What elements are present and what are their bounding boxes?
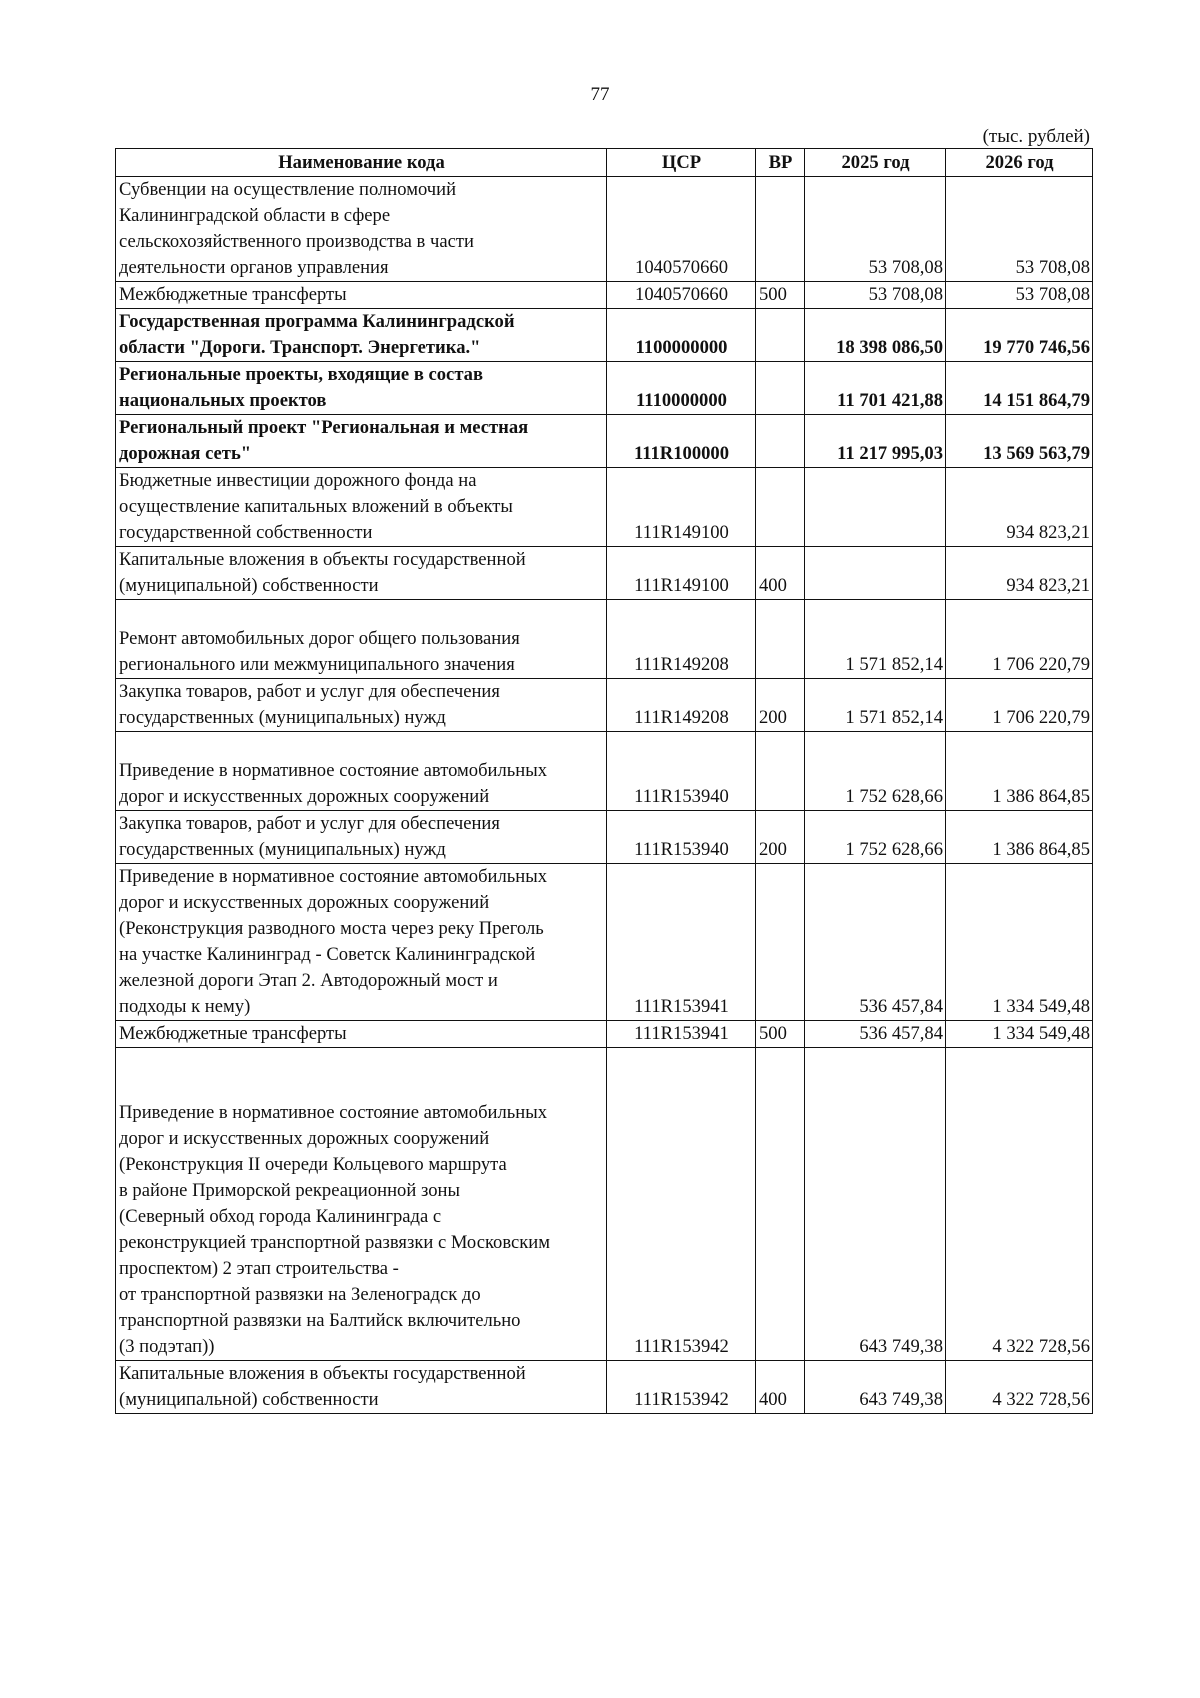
- row-name-text: Приведение в нормативное состояние автомобильных дорог и искусственных дорожных сооружений (Реконструкция разводного моста через реку Преголь на участке Калининград - Советск Калининградской железной дороги Этап 2. Автодорожный мост и подходы к нему): [119, 866, 548, 1017]
- cell-2025: [805, 547, 946, 600]
- cell-2026: 1 706 220,79: [946, 679, 1093, 732]
- cell-2025: 11 217 995,03: [805, 415, 946, 468]
- header-csr: ЦСР: [607, 149, 756, 177]
- cell-name: [116, 864, 607, 1021]
- cell-2025: 643 749,38: [805, 1361, 946, 1414]
- cell-name: [116, 282, 607, 309]
- row-name-text: Межбюджетные трансферты: [119, 284, 347, 305]
- table-row: [116, 468, 1093, 547]
- cell-csr: 111R149100: [607, 468, 756, 547]
- row-name-text: Региональные проекты, входящие в состав национальных проектов: [119, 364, 484, 411]
- table-row: [116, 1021, 1093, 1048]
- cell-2025: 536 457,84: [805, 1021, 946, 1048]
- row-name-text: Субвенции на осуществление полномочий Калининградской области в сфере сельскохозяйственного производства в части деятельности органов управления: [119, 179, 474, 278]
- table-row: [116, 732, 1093, 811]
- cell-2025: 1 752 628,66: [805, 732, 946, 811]
- table-body: [116, 177, 1093, 1414]
- cell-vr: [756, 732, 805, 811]
- cell-vr: [756, 468, 805, 547]
- row-name-text: Закупка товаров, работ и услуг для обеспечения государственных (муниципальных) нужд: [119, 813, 500, 860]
- cell-csr: 1040570660: [607, 282, 756, 309]
- cell-2025: 1 752 628,66: [805, 811, 946, 864]
- row-name-text: Государственная программа Калининградской области "Дороги. Транспорт. Энергетика.": [119, 311, 515, 358]
- cell-csr: 111R153941: [607, 864, 756, 1021]
- cell-name: [116, 679, 607, 732]
- table-row: [116, 177, 1093, 282]
- cell-2026: 4 322 728,56: [946, 1361, 1093, 1414]
- cell-2025: 1 571 852,14: [805, 600, 946, 679]
- cell-name: [116, 811, 607, 864]
- cell-vr: [756, 864, 805, 1021]
- table-row: [116, 415, 1093, 468]
- cell-2025: 11 701 421,88: [805, 362, 946, 415]
- cell-2026: 13 569 563,79: [946, 415, 1093, 468]
- cell-vr: 500: [756, 1021, 805, 1048]
- cell-csr: 111R153940: [607, 732, 756, 811]
- cell-name: [116, 1021, 607, 1048]
- header-vr: ВР: [756, 149, 805, 177]
- cell-2026: 19 770 746,56: [946, 309, 1093, 362]
- cell-csr: 111R149100: [607, 547, 756, 600]
- cell-vr: 200: [756, 811, 805, 864]
- cell-2025: 18 398 086,50: [805, 309, 946, 362]
- cell-name: [116, 468, 607, 547]
- cell-vr: [756, 362, 805, 415]
- cell-2026: 1 706 220,79: [946, 600, 1093, 679]
- cell-2025: [805, 468, 946, 547]
- cell-2025: 1 571 852,14: [805, 679, 946, 732]
- cell-2025: 643 749,38: [805, 1048, 946, 1361]
- cell-name: [116, 1048, 607, 1361]
- cell-name: [116, 309, 607, 362]
- cell-vr: 200: [756, 679, 805, 732]
- cell-2026: 1 386 864,85: [946, 732, 1093, 811]
- table-row: [116, 1048, 1093, 1361]
- table-row: [116, 811, 1093, 864]
- cell-2026: 14 151 864,79: [946, 362, 1093, 415]
- cell-vr: 500: [756, 282, 805, 309]
- row-name-text: Капитальные вложения в объекты государственной (муниципальной) собственности: [119, 1363, 526, 1410]
- cell-csr: 111R153940: [607, 811, 756, 864]
- cell-2025: 53 708,08: [805, 282, 946, 309]
- row-name-text: Закупка товаров, работ и услуг для обеспечения государственных (муниципальных) нужд: [119, 681, 500, 728]
- cell-csr: 111R153941: [607, 1021, 756, 1048]
- cell-name: [116, 1361, 607, 1414]
- cell-name: [116, 177, 607, 282]
- row-name-text: Региональный проект "Региональная и местная дорожная сеть": [119, 417, 529, 464]
- page-number: 77: [590, 84, 610, 105]
- cell-2026: 934 823,21: [946, 547, 1093, 600]
- header-2025: 2025 год: [805, 149, 946, 177]
- cell-2026: 1 386 864,85: [946, 811, 1093, 864]
- cell-csr: 111R149208: [607, 679, 756, 732]
- cell-name: [116, 415, 607, 468]
- table-row: [116, 282, 1093, 309]
- cell-2026: 934 823,21: [946, 468, 1093, 547]
- cell-name: [116, 362, 607, 415]
- cell-vr: [756, 177, 805, 282]
- cell-vr: [756, 415, 805, 468]
- cell-2026: 1 334 549,48: [946, 1021, 1093, 1048]
- cell-csr: 111R149208: [607, 600, 756, 679]
- header-row: [116, 149, 1093, 177]
- table-row: [116, 547, 1093, 600]
- cell-vr: [756, 309, 805, 362]
- row-name-text: Межбюджетные трансферты: [119, 1023, 347, 1044]
- cell-csr: 1040570660: [607, 177, 756, 282]
- cell-vr: [756, 1048, 805, 1361]
- table-row: [116, 1361, 1093, 1414]
- cell-name: [116, 547, 607, 600]
- cell-csr: 111R153942: [607, 1048, 756, 1361]
- cell-2026: 1 334 549,48: [946, 864, 1093, 1021]
- units-note: (тыс. рублей): [982, 126, 1090, 147]
- row-name-text: Капитальные вложения в объекты государственной (муниципальной) собственности: [119, 549, 526, 596]
- table-row: [116, 309, 1093, 362]
- row-name-text: Бюджетные инвестиции дорожного фонда на осуществление капитальных вложений в объекты государственной собственности: [119, 470, 513, 543]
- cell-vr: [756, 600, 805, 679]
- cell-csr: 111R100000: [607, 415, 756, 468]
- row-name-text: Ремонт автомобильных дорог общего пользования регионального или межмуниципального значения: [119, 628, 520, 675]
- table-row: [116, 864, 1093, 1021]
- cell-2025: 53 708,08: [805, 177, 946, 282]
- cell-csr: 111R153942: [607, 1361, 756, 1414]
- cell-csr: 1110000000: [607, 362, 756, 415]
- cell-name: [116, 600, 607, 679]
- cell-2025: 536 457,84: [805, 864, 946, 1021]
- cell-name: [116, 732, 607, 811]
- header-name: Наименование кода: [116, 149, 607, 177]
- table-row: [116, 679, 1093, 732]
- cell-2026: 4 322 728,56: [946, 1048, 1093, 1361]
- row-name-text: Приведение в нормативное состояние автомобильных дорог и искусственных дорожных сооружений (Реконструкция II очереди Кольцевого маршрута в районе Приморской рекреационной зоны (Северный обход города Калининграда с реконструкцией транспортной развязки с Московским проспектом) 2 этап строительства - от транспортной развязки на Зеленоградск до транспортной развязки на Балтийск включительно (3 подэтап)): [119, 1102, 551, 1357]
- cell-2026: 53 708,08: [946, 282, 1093, 309]
- table-row: [116, 600, 1093, 679]
- cell-2026: 53 708,08: [946, 177, 1093, 282]
- row-name-text: Приведение в нормативное состояние автомобильных дорог и искусственных дорожных сооружений: [119, 760, 548, 807]
- cell-vr: 400: [756, 547, 805, 600]
- cell-csr: 1100000000: [607, 309, 756, 362]
- budget-table: [115, 148, 1093, 1414]
- cell-vr: 400: [756, 1361, 805, 1414]
- table-row: [116, 362, 1093, 415]
- header-2026: 2026 год: [946, 149, 1093, 177]
